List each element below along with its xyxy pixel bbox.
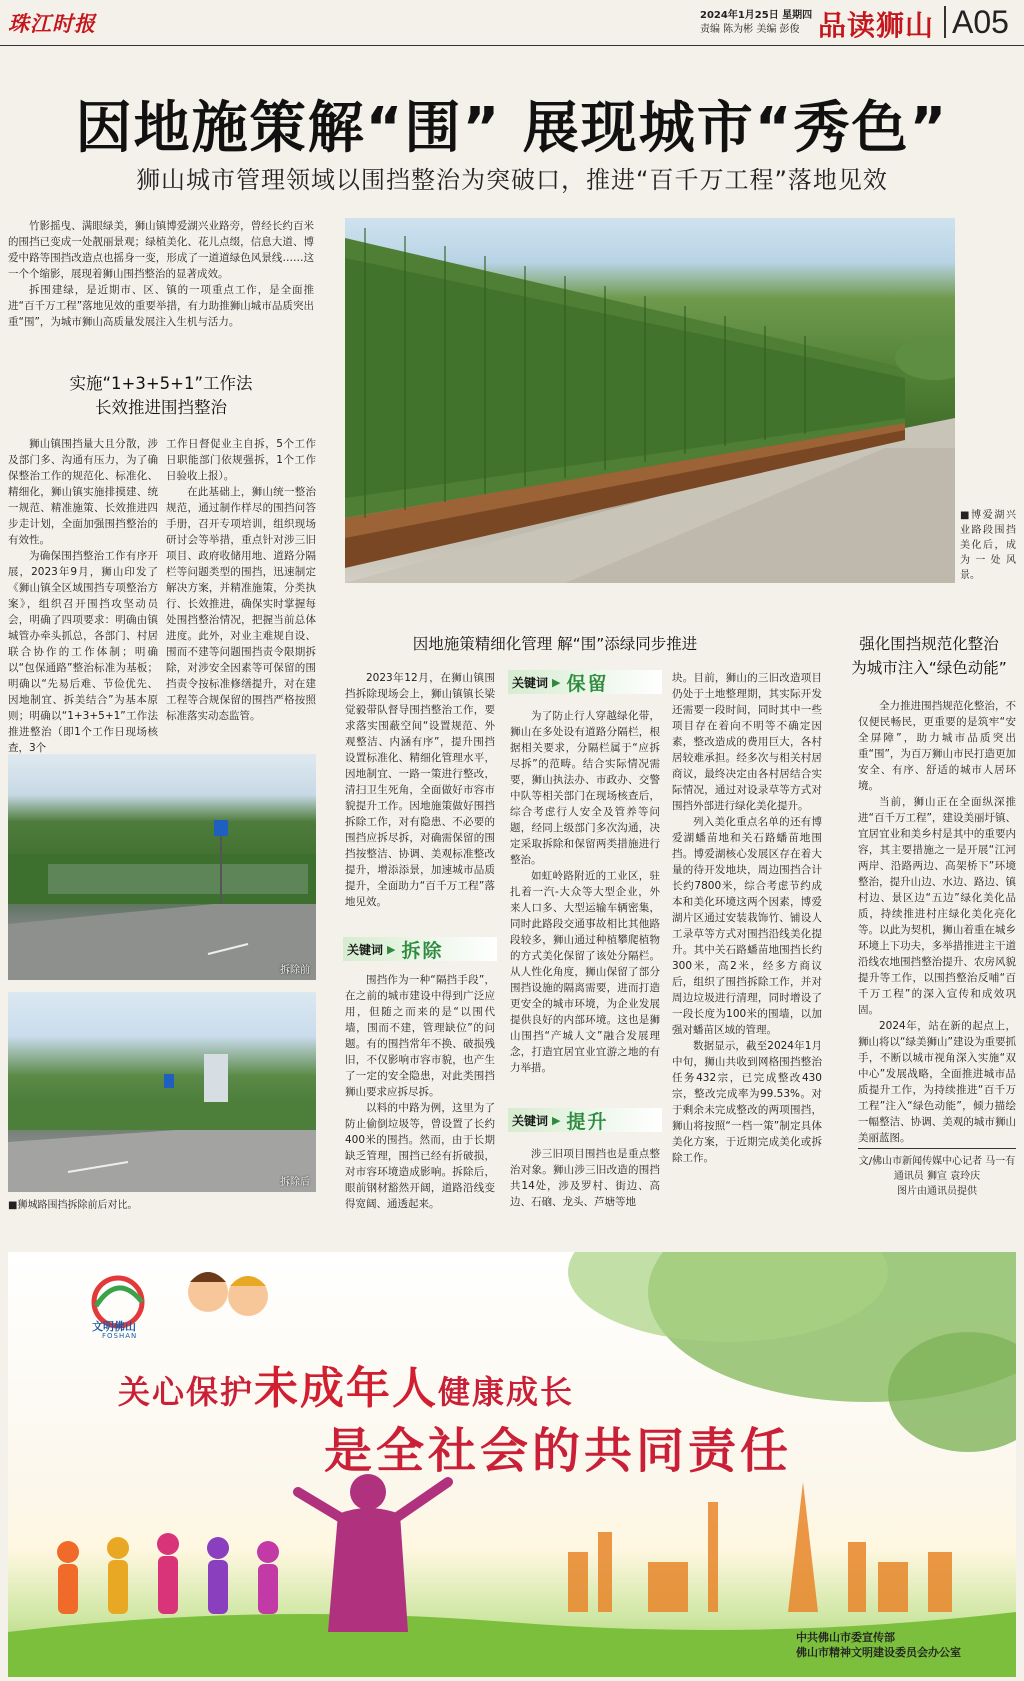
section1-column-b — [166, 436, 316, 724]
banner-organizer — [796, 1630, 961, 1660]
public-service-banner — [8, 1252, 1016, 1677]
paragraph: 为了防止行人穿越绿化带，狮山在多处设有道路分隔栏，根据相关要求，分隔栏属于“应拆尽拆”的范畴。结合实际情况需要，狮山执法办、市政办、交警中队等相关部门在现场核查后，综合考虑行人安全及管养等问题，经同上级部门多次沟通，决定采取拆除和保留两类措施进行整治。 — [510, 710, 660, 866]
before-illustration — [8, 754, 316, 980]
keyword-demolish — [343, 937, 497, 961]
lead-paragraph: 拆围建绿，是近期市、区、镇的一项重点工作，是全面推进“百千万工程”落地见效的重要举措，有力助推狮山城市品质突出重“围”，为城市狮山高质量发展注入生机与活力。 — [8, 284, 314, 328]
paragraph: 块。目前，狮山的三旧改造项目仍处于土地整理期，其实际开发还需要一段时间，同时其中一些项目存在着向不明等不确定因素，整改造成的费用巨大，各村居较难承担。经多次与相关村居商议，最终决定由各村居结合实际情况，通过对设录草等方式对围挡外部进行绿化美化提升。 — [672, 672, 822, 812]
triangle-icon: ▶ — [552, 675, 561, 689]
section2-column-a2 — [345, 972, 495, 1212]
banner-logo-text: 文明佛山 — [92, 1320, 136, 1333]
slogan-emphasis: 未成年人 — [254, 1363, 439, 1414]
paragraph: 为确保围挡整治工作有序开展，2023年9月，狮山印发了《狮山镇全区域围挡专项整治方案》，组织召开围挡攻坚动员会，明确了四项要求：明确由镇城管办牵头抓总，各部门、村居联合协作的工作体制；明确以“包保通路”整治标准为基板；明确以“先易后难、节俭优先、因地制宜、拆美结合”为基本原则；明确以“1+3+5+1”工作法推进整治（即1个工作日现场核查，3个 — [8, 550, 158, 754]
paragraph: 狮山镇围挡量大且分散，涉及部门多、沟通有压力，为了确保整治工作的规范化、标准化、精细化，狮山镇实施排摸建、统一规范、精准施策、长效推进四步走计划，全面加强围挡整治的有效性。 — [8, 438, 158, 546]
keyword-text: 保留 — [566, 672, 609, 695]
after-tag: 拆除后 — [280, 1177, 310, 1188]
bamboo-photo-caption: ■博爱湖兴业路段围挡美化后，成为一处风景。 — [960, 510, 1016, 581]
section1-title-line1: 实施“1+3+5+1”工作法 — [69, 374, 253, 393]
paragraph: 如虹岭路附近的工业区，驻扎着一汽-大众等大型企业，外来人口多、大型运输车辆密集，同时此路段交通事故相比其他路段较多，狮山通过种植攀爬植物的方式美化保留了该处分隔栏。从人性化角度，狮山保留了部分围挡设施的隔离需要，进而打造更安全的城市环境，为企业发展提供良好的内部环境。这也是狮山围挡“产城人文”融合发展理念，打造宜居宜业宜游之地的有力举措。 — [510, 870, 660, 1074]
paragraph: 以料的中路为例，这里为了防止偷倒垃圾等，曾设置了长约400米的围挡。然而，由于长期缺乏管理，围挡已经有折破损，对市容环境造成影响。拆除后，眼前钢材豁然开阔，道路沿线变得宽阔、通透起来。 — [345, 1102, 495, 1210]
byline-divider — [858, 1148, 1016, 1149]
page-number: A05 — [952, 4, 1009, 40]
slogan-part: 健康成长 — [438, 1373, 575, 1411]
keyword-label: 关键词 — [347, 942, 384, 957]
byline-reporter: 文/佛山市新闻传媒中心记者 马一有 — [858, 1156, 1016, 1167]
bamboo-illustration — [345, 218, 955, 583]
keyword-retain — [508, 670, 662, 694]
byline-photo-credit: 图片由通讯员提供 — [897, 1186, 977, 1197]
triangle-icon: ▶ — [552, 1113, 561, 1127]
section1-title-line2: 长效推进围挡整治 — [95, 398, 227, 417]
lead-paragraph: 竹影摇曳、满眼绿美，狮山镇博爱湖兴业路旁，曾经长约百米的围挡已变成一处靓丽景观；绿植美化、花儿点缀，信息大道、博爱中路等围挡改造点也摇身一变，形成了一道道绿色风景线……这一个个缩影，展现着狮山围挡整治的显著成效。 — [8, 220, 314, 280]
after-photo — [8, 992, 316, 1192]
section1-title — [8, 372, 314, 420]
paragraph: 列入美化重点名单的还有博爱湖蟠苗地和关石路蟠苗地围挡。博爱湖核心发展区存在着大量的待开发地块，周边围挡合计长约7800米，综合考虑节约成本和美化环境这两个因素，博爱湖片区通过安装栽饰竹、铺设人工录草等方式对围挡沿线美化提升。其中关石路蟠苗地围挡长约300米，高2米，经多方商议后，组织了围挡拆除工作，并对周边垃圾进行清理，同时增设了一段长度为100米的围墙，以加强对蟠苗区域的管理。 — [672, 816, 822, 1036]
banner-logo-subtext: FOSHAN — [102, 1332, 138, 1340]
slogan-part: 关心保护 — [118, 1373, 255, 1411]
dateline — [700, 9, 812, 37]
paper-name: 珠江时报 — [8, 11, 96, 36]
after-illustration — [8, 992, 316, 1192]
section3-title-line2: 为城市注入“绿色动能” — [851, 659, 1007, 677]
paragraph: 数据显示，截至2024年1月中旬，狮山共收到网格围挡整治任务432宗，已完成整改430宗，整改完成率为99.53%。对于剩余未完成整改的两项围挡，狮山将按照“一档一策”制定具体美化方案，于近期完成美化或拆除工作。 — [672, 1040, 822, 1164]
issue-date: 2024年1月25日 星期四 — [700, 10, 813, 21]
section1-column-a — [8, 436, 158, 756]
keyword-text: 提升 — [566, 1110, 609, 1133]
section3-title — [842, 632, 1016, 680]
section2-column-a — [345, 670, 495, 910]
before-photo — [8, 754, 316, 980]
paragraph: 围挡作为一种“隔挡手段”，在之前的城市建设中得到广泛应用，但随之而来的是“以围代墙，围而不建，管理缺位”的问题。有的围挡常年不换、破损残旧，不仅影响市容市貌，也产生了一定的安全隐患，对此类围挡狮山要求应拆尽拆。 — [345, 974, 495, 1098]
lead-text — [8, 218, 314, 330]
paragraph: 工作日督促业主自拆，5个工作日职能部门依规强拆，1个工作日验收上报）。 — [166, 438, 316, 482]
section2-column-c — [672, 670, 822, 1166]
organizer-line2: 佛山市精神文明建设委员会办公室 — [796, 1646, 961, 1659]
subheadline: 狮山城市管理领域以围挡整治为突破口，推进“百千万工程”落地见效 — [136, 166, 888, 194]
keyword-label: 关键词 — [512, 675, 549, 690]
paragraph: 全力推进围挡规范化整治，不仅便民畅民，更重要的是筑牢“安全屏障”，助力城市品质突出重“围”，为百万狮山市民打造更加安全、有序、舒适的城市人居环境。 — [858, 700, 1016, 792]
paragraph: 当前，狮山正在全面纵深推进“百千万工程”，建设美丽圩镇、宜居宜业和美乡村是其中的重要内容，其主要措施之一是开展“江河两岸、沿路两边、高架桥下”环境整治，提升山边、水边、路边、镇村边、景区边“五边”绿化美化品质，持续推进村庄绿化美化亮化等。以此为契机，狮山着重在城乡环境上下功夫，多举措推进主干道沿线农地围挡整治提升、农房风貌提升等工作，以围挡整治反哺“百千万工程”的深入宣传和成效巩固。 — [858, 796, 1016, 1016]
byline-correspondent: 通讯员 狮宣 袁玲庆 — [893, 1171, 981, 1182]
section3-title-line1: 强化围挡规范化整治 — [859, 635, 999, 653]
section3-column — [858, 698, 1016, 1146]
section-name: 品读狮山 — [818, 9, 935, 42]
triangle-icon: ▶ — [387, 942, 396, 956]
headline: 因地施策解“围” 展现城市“秀色” — [75, 96, 949, 161]
keyword-upgrade — [508, 1108, 662, 1132]
banner-slogan-line2: 是全社会的共同责任 — [324, 1423, 793, 1479]
section2-title: 因地施策精细化管理 解“围”添绿同步推进 — [412, 635, 698, 653]
bamboo-fence-photo — [345, 218, 955, 583]
masthead-divider — [944, 6, 946, 38]
section2-column-b — [510, 708, 660, 1076]
byline — [858, 1154, 1016, 1199]
paragraph: 2023年12月，在狮山镇围挡拆除现场会上，狮山镇镇长梁觉毅带队督导围挡整治工作，要求落实围蔽空间“设置规范、外观整洁、内涵有序”，提升围挡设置标准化、精细化管理水平，因地制宜、一路一策进行整改，清扫卫生死角，全面做好市容市貌提升工作。因地施策做好围挡拆除工作，对有隐患、不必要的围挡应拆尽拆，对确需保留的围挡按整洁、协调、美观标准整改提升，增添添景，加速城市品质提升，全面助力“百千万工程”落地见效。 — [345, 672, 495, 908]
section2-column-b2 — [510, 1146, 660, 1210]
banner-slogan-line1 — [118, 1352, 574, 1416]
paragraph: 涉三旧项目围挡也是重点整治对象。狮山涉三旧改造的围挡共14处，涉及罗村、街边、高边、石硇、龙头、芦塘等地 — [510, 1148, 660, 1208]
paragraph: 在此基础上，狮山统一整治规范，通过制作样尽的围挡问答手册，召开专项培训，组织现场研讨会等举措，重点针对涉三旧项目、政府收储用地、道路分隔栏等问题类型的围挡，迅速制定解决方案，并精准施策，分类执行、长效推进，确保实时掌握每处围挡整治情况，把握当前总体进度。此外，对业主难规自设、围而不建等问题围挡责令限期拆除，对涉安全因素等可保留的围挡责令按标准修缮提升，对在建工程等合规保留的围挡严格按照标准落实动态监管。 — [166, 486, 316, 722]
paragraph: 2024年，站在新的起点上，狮山将以“绿美狮山”建设为重要抓手，不断以城市视角深入实施“双中心”发展战略，全面推进城市品质提升工作，为持续推进“百千万工程”注入“绿色动能”，倾力描绘一幅整洁、协调、美观的城市狮山美丽蓝图。 — [858, 1020, 1016, 1144]
editors: 责编 陈为彬 美编 彭俊 — [700, 24, 800, 35]
before-tag: 拆除前 — [280, 965, 310, 976]
keyword-label: 关键词 — [512, 1113, 549, 1128]
pair-photo-caption: ■狮城路围挡拆除前后对比。 — [8, 1200, 138, 1211]
keyword-text: 拆除 — [401, 939, 444, 962]
organizer-line1: 中共佛山市委宣传部 — [796, 1631, 895, 1644]
